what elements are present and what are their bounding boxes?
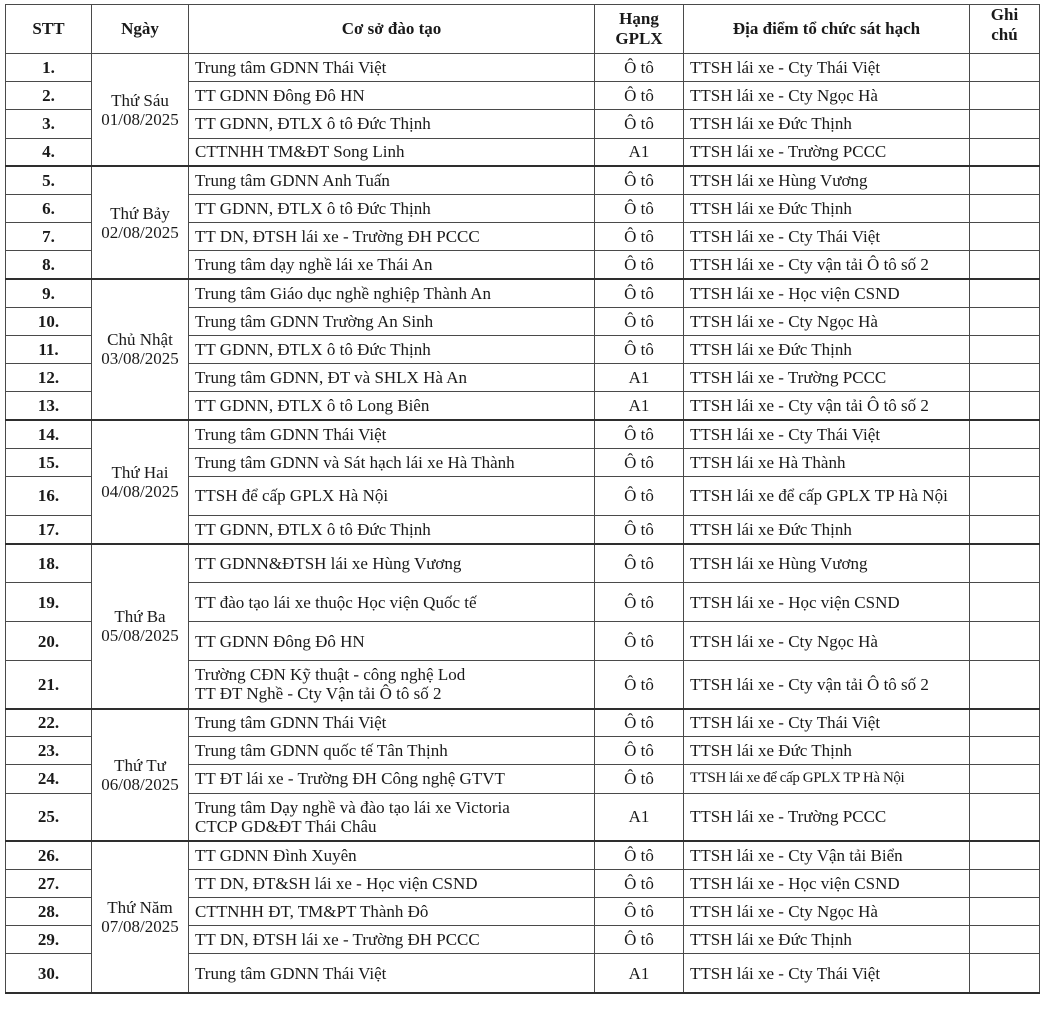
exam-location-cell: TTSH lái xe - Trường PCCC [684,364,970,392]
institution-name: TT GDNN Đình Xuyên [195,845,357,865]
license-class-cell: Ô tô [595,279,684,307]
note-cell [970,737,1040,765]
row-number: 21. [6,661,92,709]
license-class-cell: Ô tô [595,709,684,737]
exam-location-cell: TTSH lái xe - Cty Ngọc Hà [684,82,970,110]
exam-location-cell: TTSH lái xe - Cty vận tải Ô tô số 2 [684,661,970,709]
exam-location-cell: TTSH lái xe - Trường PCCC [684,793,970,841]
institution-name: Trung tâm dạy nghề lái xe Thái An [195,255,433,275]
institution-name: TT GDNN, ĐTLX ô tô Đức Thịnh [195,339,431,359]
license-class-cell: A1 [595,954,684,993]
exam-location-cell: TTSH lái xe Hùng Vương [684,166,970,194]
exam-location-cell: TTSH lái xe - Cty Thái Việt [684,420,970,448]
row-number: 29. [6,926,92,954]
license-class-cell: Ô tô [595,110,684,138]
institution-name: Trung tâm GDNN và Sát hạch lái xe Hà Thành [195,452,515,472]
row-number: 25. [6,793,92,841]
license-class-cell: Ô tô [595,82,684,110]
note-cell [970,765,1040,793]
exam-location-cell: TTSH lái xe Hà Thành [684,448,970,476]
table-row [6,279,1040,307]
note-cell [970,515,1040,543]
row-number: 13. [6,392,92,420]
license-class-cell: Ô tô [595,765,684,793]
note-cell [970,793,1040,841]
institution-cell [189,793,595,841]
row-number: 9. [6,279,92,307]
table-row [6,544,1040,583]
row-number: 17. [6,515,92,543]
institution-name: TT GDNN, ĐTLX ô tô Long Biên [195,396,430,416]
exam-location-cell: TTSH lái xe - Cty vận tải Ô tô số 2 [684,251,970,279]
exam-location-cell: TTSH lái xe - Cty Ngọc Hà [684,307,970,335]
institution-cell [189,194,595,222]
institution-cell [189,622,595,661]
row-number: 26. [6,841,92,869]
row-number: 8. [6,251,92,279]
row-number: 10. [6,307,92,335]
institution-cell [189,869,595,897]
row-number: 18. [6,544,92,583]
institution-name: TT GDNN, ĐTLX ô tô Đức Thịnh [195,519,431,539]
table-row [6,166,1040,194]
exam-day-cell [92,709,189,842]
exam-location-cell: TTSH lái xe để cấp GPLX TP Hà Nội [684,476,970,515]
institution-name: Trung tâm GDNN quốc tế Tân Thịnh [195,741,448,761]
institution-name: TT GDNN Đông Đô HN [195,631,365,651]
institution-name: Trung tâm GDNN Thái Việt [195,713,387,733]
note-cell [970,583,1040,622]
exam-location-cell: TTSH lái xe Đức Thịnh [684,335,970,363]
table-row [6,709,1040,737]
license-class-cell: Ô tô [595,223,684,251]
institution-name: TT DN, ĐTSH lái xe - Trường ĐH PCCC [195,227,480,247]
license-class-cell: Ô tô [595,420,684,448]
institution-cell [189,279,595,307]
institution-name: Trung tâm GDNN Thái Việt [195,424,387,444]
exam-location-cell: TTSH lái xe Đức Thịnh [684,926,970,954]
row-number: 16. [6,476,92,515]
row-number: 4. [6,138,92,166]
row-number: 3. [6,110,92,138]
exam-location-cell: TTSH lái xe - Học viện CSND [684,279,970,307]
license-class-cell: Ô tô [595,897,684,925]
exam-location-cell: TTSH lái xe - Cty Thái Việt [684,709,970,737]
exam-day-cell [92,54,189,167]
table-row [6,420,1040,448]
date-label: 07/08/2025 [101,916,179,936]
institution-name: Trung tâm GDNN Trường An Sinh [195,311,434,331]
exam-location-cell: TTSH lái xe - Cty vận tải Ô tô số 2 [684,392,970,420]
institution-name: TT ĐT Nghề - Cty Vận tải Ô tô số 2 [195,684,442,704]
institution-name: TT GDNN&ĐTSH lái xe Hùng Vương [195,553,462,573]
institution-cell [189,897,595,925]
exam-location-cell: TTSH lái xe Đức Thịnh [684,194,970,222]
institution-name: Trung tâm Dạy nghề và đào tạo lái xe Victoria [195,797,510,817]
license-class-cell: Ô tô [595,515,684,543]
schedule-body [6,54,1040,993]
exam-location-cell: TTSH lái xe Đức Thịnh [684,737,970,765]
institution-name: TTSH để cấp GPLX Hà Nội [195,486,389,506]
license-class-cell: A1 [595,392,684,420]
license-class-cell: Ô tô [595,54,684,82]
table-row [6,841,1040,869]
institution-cell [189,82,595,110]
weekday-label: Thứ Sáu [111,90,169,110]
row-number: 20. [6,622,92,661]
header-institution: Cơ sở đào tạo [189,5,595,54]
institution-cell [189,583,595,622]
note-cell [970,392,1040,420]
note-cell [970,709,1040,737]
date-label: 01/08/2025 [101,109,179,129]
institution-cell [189,138,595,166]
exam-location-cell: TTSH lái xe - Trường PCCC [684,138,970,166]
note-cell [970,869,1040,897]
institution-cell [189,223,595,251]
institution-cell [189,765,595,793]
row-number: 7. [6,223,92,251]
institution-cell [189,335,595,363]
header-note: Ghi chú [970,5,1040,54]
institution-cell [189,307,595,335]
row-number: 19. [6,583,92,622]
institution-cell [189,737,595,765]
institution-cell [189,166,595,194]
institution-name: CTCP GD&ĐT Thái Châu [195,816,377,836]
note-cell [970,448,1040,476]
institution-name: CTTNHH ĐT, TM&PT Thành Đô [195,902,429,922]
note-cell [970,544,1040,583]
note-cell [970,138,1040,166]
note-cell [970,166,1040,194]
note-cell [970,54,1040,82]
table-row [6,54,1040,82]
exam-location-cell: TTSH lái xe Hùng Vương [684,544,970,583]
license-class-cell: Ô tô [595,166,684,194]
license-class-cell: Ô tô [595,583,684,622]
institution-cell [189,515,595,543]
exam-location-cell: TTSH lái xe Đức Thịnh [684,515,970,543]
note-cell [970,841,1040,869]
note-cell [970,223,1040,251]
license-class-cell: Ô tô [595,251,684,279]
row-number: 11. [6,335,92,363]
institution-cell [189,110,595,138]
header-stt: STT [6,5,92,54]
note-cell [970,476,1040,515]
exam-schedule-table [5,4,1040,994]
note-cell [970,307,1040,335]
note-cell [970,897,1040,925]
institution-name: TT đào tạo lái xe thuộc Học viện Quốc tế [195,592,477,612]
exam-day-cell [92,279,189,420]
note-cell [970,82,1040,110]
institution-name: TT DN, ĐT&SH lái xe - Học viện CSND [195,873,478,893]
institution-cell [189,926,595,954]
institution-cell [189,392,595,420]
row-number: 1. [6,54,92,82]
license-class-cell: Ô tô [595,476,684,515]
row-number: 24. [6,765,92,793]
exam-location-cell: TTSH lái xe - Cty Thái Việt [684,223,970,251]
institution-cell [189,420,595,448]
note-cell [970,251,1040,279]
note-cell [970,926,1040,954]
weekday-label: Thứ Hai [111,462,169,482]
exam-location-cell: TTSH lái xe Đức Thịnh [684,110,970,138]
exam-location-cell: TTSH lái xe - Cty Thái Việt [684,954,970,993]
row-number: 12. [6,364,92,392]
exam-day-cell [92,420,189,544]
license-class-cell: Ô tô [595,194,684,222]
institution-cell [189,544,595,583]
note-cell [970,364,1040,392]
exam-location-cell: TTSH lái xe - Cty Vận tải Biển [684,841,970,869]
row-number: 15. [6,448,92,476]
note-cell [970,420,1040,448]
note-cell [970,279,1040,307]
exam-day-cell [92,166,189,279]
institution-cell [189,448,595,476]
exam-day-cell [92,544,189,709]
weekday-label: Thứ Năm [107,897,173,917]
institution-cell [189,476,595,515]
exam-location-cell: TTSH lái xe - Cty Ngọc Hà [684,897,970,925]
header-license-class: Hạng GPLX [595,5,684,54]
institution-name: TT GDNN, ĐTLX ô tô Đức Thịnh [195,199,431,219]
institution-cell [189,709,595,737]
license-class-cell: A1 [595,138,684,166]
note-cell [970,954,1040,993]
date-label: 02/08/2025 [101,222,179,242]
exam-location-cell: TTSH lái xe - Cty Thái Việt [684,54,970,82]
license-class-cell: Ô tô [595,335,684,363]
license-class-cell: Ô tô [595,622,684,661]
institution-cell [189,364,595,392]
institution-name: Trung tâm GDNN Anh Tuấn [195,171,390,191]
institution-name: TT GDNN, ĐTLX ô tô Đức Thịnh [195,114,431,134]
row-number: 28. [6,897,92,925]
institution-name: Trung tâm Giáo dục nghề nghiệp Thành An [195,283,492,303]
note-cell [970,661,1040,709]
institution-name: TT DN, ĐTSH lái xe - Trường ĐH PCCC [195,930,480,950]
row-number: 2. [6,82,92,110]
weekday-label: Chủ Nhật [107,330,173,350]
row-number: 23. [6,737,92,765]
license-class-cell: Ô tô [595,307,684,335]
row-number: 27. [6,869,92,897]
row-number: 5. [6,166,92,194]
exam-location-cell: TTSH lái xe để cấp GPLX TP Hà Nội [684,765,970,793]
note-cell [970,110,1040,138]
date-label: 05/08/2025 [101,626,179,645]
license-class-cell: Ô tô [595,841,684,869]
weekday-label: Thứ Tư [114,755,166,775]
note-cell [970,335,1040,363]
license-class-cell: Ô tô [595,448,684,476]
exam-location-cell: TTSH lái xe - Học viện CSND [684,869,970,897]
institution-cell [189,661,595,709]
date-label: 06/08/2025 [101,774,179,794]
note-cell [970,194,1040,222]
date-label: 03/08/2025 [101,349,179,369]
license-class-cell: A1 [595,364,684,392]
institution-name: TT ĐT lái xe - Trường ĐH Công nghệ GTVT [195,769,505,789]
weekday-label: Thứ Bảy [110,203,170,223]
exam-day-cell [92,841,189,993]
institution-cell [189,954,595,993]
row-number: 22. [6,709,92,737]
row-number: 14. [6,420,92,448]
note-cell [970,622,1040,661]
header-day: Ngày [92,5,189,54]
institution-cell [189,54,595,82]
license-class-cell: Ô tô [595,737,684,765]
institution-name: CTTNHH TM&ĐT Song Linh [195,142,405,162]
exam-location-cell: TTSH lái xe - Học viện CSND [684,583,970,622]
weekday-label: Thứ Ba [114,607,166,626]
header-row [6,5,1040,54]
date-label: 04/08/2025 [101,481,179,501]
license-class-cell: Ô tô [595,544,684,583]
license-class-cell: A1 [595,793,684,841]
exam-location-cell: TTSH lái xe - Cty Ngọc Hà [684,622,970,661]
row-number: 30. [6,954,92,993]
institution-name: Trung tâm GDNN Thái Việt [195,58,387,78]
institution-name: Trường CĐN Kỹ thuật - công nghệ Lod [195,665,466,685]
license-class-cell: Ô tô [595,926,684,954]
license-class-cell: Ô tô [595,661,684,709]
institution-name: TT GDNN Đông Đô HN [195,86,365,106]
institution-cell [189,251,595,279]
license-class-cell: Ô tô [595,869,684,897]
institution-cell [189,841,595,869]
institution-name: Trung tâm GDNN Thái Việt [195,963,387,983]
institution-name: Trung tâm GDNN, ĐT và SHLX Hà An [195,368,467,388]
row-number: 6. [6,194,92,222]
header-location: Địa điểm tổ chức sát hạch [684,5,970,54]
